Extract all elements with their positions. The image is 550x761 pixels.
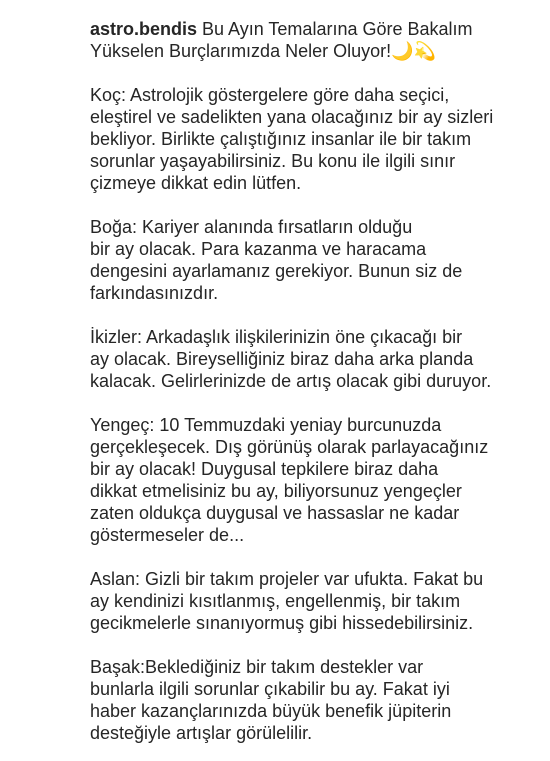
section-line: desteğiyle artışlar görülelilir. [90,723,313,743]
paragraph-gap [90,392,530,414]
section-line: haber kazançlarınızda büyük benefik jüpiterin [90,701,452,721]
username-link[interactable]: astro.bendis [90,19,198,39]
section-boga [90,216,530,304]
section-line: farkındasınızdır. [90,283,219,303]
section-line: ay olacak. Bireyselliğiniz biraz daha arka planda [90,349,474,369]
section-line: çizmeye dikkat edin lütfen. [90,173,302,193]
paragraph-gap [90,634,530,656]
caption-intro-line-1: Bu Ayın Temalarına Göre Bakalım [197,19,473,39]
section-line: bekliyor. Birlikte çalıştığınız insanlar ile bir takım [90,129,472,149]
section-line: Yengeç: 10 Temmuzdaki yeniay burcunuzda [90,415,442,435]
section-ikizler [90,326,530,392]
section-line: sorunlar yaşayabilirsiniz. Bu konu ile ilgili sınır [90,151,456,171]
section-line: bir ay olacak. Para kazanma ve haracama [90,239,427,259]
section-line: gerçekleşecek. Dış görünüş olarak parlayacağınız [90,437,489,457]
section-line: Aslan: Gizli bir takım projeler var ufukta. Fakat bu [90,569,484,589]
section-line: gecikmelerle sınanıyormuş gibi hissedebilirsiniz. [90,613,474,633]
section-line: Koç: Astrolojik göstergelere göre daha seçici, [90,85,450,105]
section-line: Boğa: Kariyer alanında fırsatların olduğu [90,217,413,237]
section-line: eleştirel ve sadelikten yana olacağınız bir ay sizleri [90,107,494,127]
section-line: bunlarla ilgili sorunlar çıkabilir bu ay. Fakat iyi [90,679,450,699]
section-line: kalacak. Gelirlerinizde de artış olacak gibi duruyor. [90,371,492,391]
paragraph-gap [90,194,530,216]
paragraph-gap [90,304,530,326]
paragraph-gap [90,62,530,84]
section-line: İkizler: Arkadaşlık ilişkilerinizin öne çıkacağı bir [90,327,463,347]
paragraph-gap [90,546,530,568]
caption-header [90,18,530,62]
section-line: Başak:Beklediğiniz bir takım destekler var [90,657,424,677]
section-line: bir ay olacak! Duygusal tepkilere biraz daha [90,459,439,479]
caption-intro-line-2: Yükselen Burçlarımızda Neler Oluyor!🌙💫 [90,41,436,61]
post-caption [90,18,530,744]
section-basak [90,656,530,744]
section-line: ay kendinizi kısıtlanmış, engellenmiş, bir takım [90,591,461,611]
section-aslan [90,568,530,634]
section-yengec [90,414,530,546]
section-koc [90,84,530,194]
section-line: göstermeseler de... [90,525,245,545]
section-line: dikkat etmelisiniz bu ay, biliyorsunuz yengeçler [90,481,462,501]
section-line: zaten oldukça duygusal ve hassaslar ne kadar [90,503,460,523]
section-line: dengesini ayarlamanız gerekiyor. Bunun siz de [90,261,463,281]
